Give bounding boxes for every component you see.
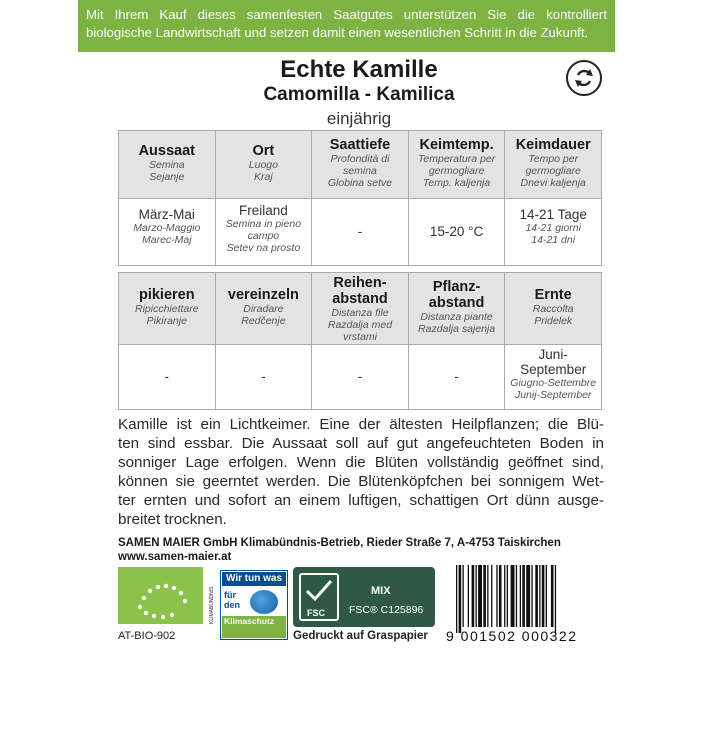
description-line: können sie geerntet werden. Die Blütenköpfchen bei sonnigem Wet- [118,472,604,490]
value-vereinzeln: - [215,345,312,410]
description-text [118,416,604,529]
eu-organic-leaf-logo [118,567,203,624]
klima-side-label: KLIMABÜNDNIS [209,586,215,624]
header-ort: Ort Luogo Kraj [215,131,312,199]
product-subtitle: Camomilla - Kamilica [263,84,455,105]
company-website: www.samen-maier.at [118,551,232,563]
description-line: breitet trocknen. [118,510,227,528]
barcode-number: 9 001502 000322 [446,628,578,644]
value-ort: Freiland Semina in pieno campo Setev na prosto [215,199,312,266]
product-cycle: einjährig [326,109,392,128]
company-address: SAMEN MAIER GmbH Klimabündnis-Betrieb, Rieder Straße 7, A-4753 Taiskirchen [118,537,561,549]
eu-leaf-stars-icon [118,567,203,624]
header-saattiefe: Saattiefe Profondità di semina Globina setve [312,131,409,199]
tree-checkmark-icon [301,577,337,607]
at-bio-code: AT-BIO-902 [118,630,176,642]
company-info [118,536,608,564]
fsc-label: FSC [307,608,325,618]
info-banner [78,0,615,52]
header-keimdauer: Keimdauer Tempo per germogliare Dnevi kaljenja [505,131,602,199]
value-saattiefe: - [312,199,409,266]
recycle-icon [566,60,602,96]
recycle-arrows-icon [572,66,596,90]
banner-line-2: biologische Landwirtschaft und setzen damit einen wesentlichen Schritt in die Zukunft. [86,25,589,40]
fsc-logo [293,567,435,627]
fsc-mix: MIX [371,585,391,597]
header-reihenabstand: Reihen- abstand Distanza file Razdalja med vrstami [312,273,409,345]
globe-icon [250,590,278,614]
value-keimdauer: 14-21 Tage 14-21 giorni 14-21 dni [505,199,602,266]
value-aussaat: März-Mai Marzo-Maggio Marec-Maj [119,199,216,266]
header-ernte: Ernte Raccolta Pridelek [505,273,602,345]
header-vereinzeln: vereinzeln Diradare Redčenje [215,273,312,345]
description-line: sonniger Lage erfolgen. Wenn die Blüten vollständig geöffnet sind, [118,453,604,471]
klima-klimaschutz: Klimaschutz [222,616,286,638]
klima-slogan: Wir tun was [222,572,286,586]
description-line: ter ernten und sofort an einem luftigen, schattigen Ort dünn ausge- [118,491,604,509]
value-keimtemp: 15-20 °C [408,199,505,266]
cultivation-table [118,272,602,410]
description-line: Kamille ist ein Lichtkeimer. Eine der ältesten Heilpflanzen; die Blü- [118,416,604,433]
value-pflanzabstand: - [408,345,505,410]
value-reihenabstand: - [312,345,409,410]
header-pflanzabstand: Pflanz- abstand Distanza piante Razdalja sajenja [408,273,505,345]
banner-line-1: Mit Ihrem Kauf dieses samenfesten Saatgutes unterstützen Sie die kontrolliert [86,7,607,22]
description-line: ten sind essbar. Die Aussaat soll auf gut angefeuchteten Boden in [118,434,604,452]
fsc-tree-icon [299,573,339,621]
value-pikieren: - [119,345,216,410]
klimabuendnis-logo [210,570,288,640]
sowing-table [118,130,602,266]
product-title-block [0,56,718,131]
value-ernte: Juni- September Giugno-Settembre Junij-September [505,345,602,410]
product-name: Echte Kamille [280,56,438,83]
printed-on-grass-paper: Gedruckt auf Graspapier [293,630,428,642]
klima-fuer-den: für den [224,590,241,610]
header-keimtemp: Keimtemp. Temperatura per germogliare Temp. kaljenja [408,131,505,199]
header-pikieren: pikieren Ripicchiettare Pikiranje [119,273,216,345]
fsc-code: FSC® C125896 [349,604,424,616]
header-aussaat: Aussaat Semina Sejanje [119,131,216,199]
